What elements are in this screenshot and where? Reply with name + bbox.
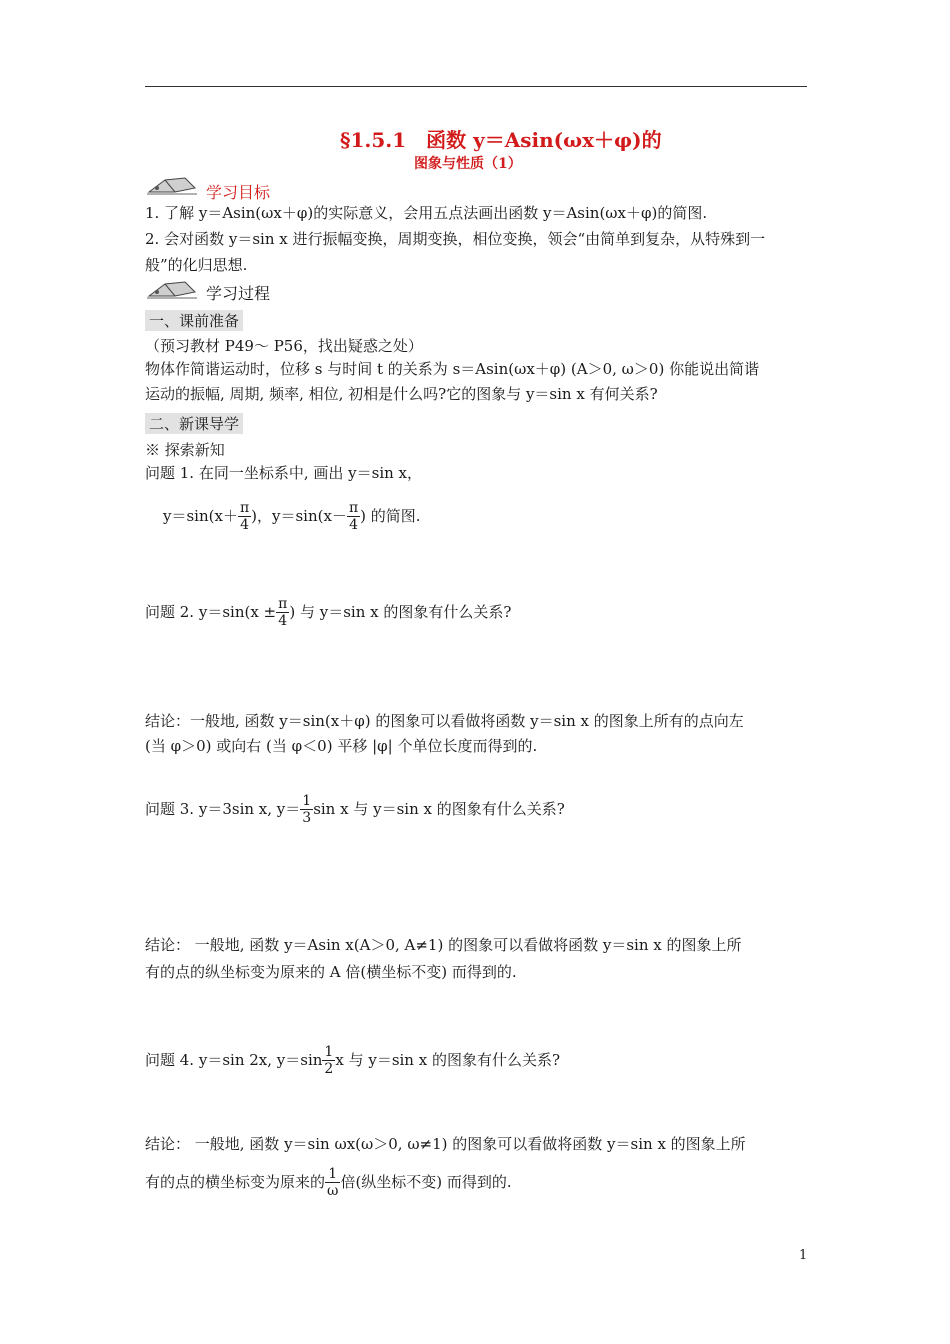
question-3 bbox=[145, 787, 565, 831]
section-heading-lesson: 二、新课导学 bbox=[145, 413, 243, 434]
fraction-one-over-omega bbox=[325, 1166, 340, 1199]
book-icon bbox=[145, 278, 201, 300]
question-2 bbox=[145, 590, 511, 634]
question-1-line-1: 问题 1. 在同一坐标系中, 画出 y＝sin x， bbox=[145, 464, 423, 482]
book-icon bbox=[145, 174, 201, 196]
q1-expr-c: ) 的简图. bbox=[360, 507, 421, 525]
q1-expr-a: y＝sin(x＋ bbox=[163, 507, 238, 525]
conclusion-1-line-1: 结论：一般地, 函数 y＝sin(x＋φ) 的图象可以看做将函数 y＝sin x 的图象上所有的点向左 bbox=[145, 712, 744, 730]
question-4 bbox=[145, 1038, 560, 1082]
fraction-pi-over-4 bbox=[347, 500, 360, 533]
q1-expr-b: )，y＝sin(x－ bbox=[251, 507, 347, 525]
fraction-numerator: 1 bbox=[324, 1043, 334, 1060]
fraction-denominator: 2 bbox=[324, 1060, 334, 1077]
fraction-denominator: 4 bbox=[278, 612, 288, 629]
conclusion-3-line-1: 结论： 一般地, 函数 y＝sin ωx(ω＞0, ω≠1) 的图象可以看做将函数 y＝sin x 的图象上所 bbox=[145, 1135, 746, 1153]
fraction-one-half bbox=[322, 1044, 335, 1077]
top-rule bbox=[145, 86, 807, 87]
c3-text-b: 倍(纵坐标不变) 而得到的. bbox=[340, 1173, 512, 1191]
goal-item-2-cont: 般”的化归思想. bbox=[145, 256, 248, 274]
fraction-pi-over-4 bbox=[276, 596, 289, 629]
page-subtitle: 图象与性质（1） bbox=[414, 156, 522, 172]
process-label: 学习过程 bbox=[206, 284, 271, 303]
goals-label: 学习目标 bbox=[206, 183, 271, 202]
fraction-numerator: 1 bbox=[302, 792, 312, 809]
question-1-line-2 bbox=[163, 494, 421, 538]
q2-expr-b: ) 与 y＝sin x 的图象有什么关系? bbox=[289, 603, 512, 621]
page-number: 1 bbox=[799, 1248, 808, 1263]
fraction-denominator: ω bbox=[327, 1182, 339, 1199]
q4-expr-b: x 与 y＝sin x 的图象有什么关系? bbox=[335, 1051, 561, 1069]
fraction-numerator: 1 bbox=[325, 1166, 340, 1183]
prep-note: （预习教材 P49～ P56，找出疑惑之处） bbox=[145, 337, 423, 355]
fraction-one-third bbox=[300, 793, 313, 826]
q3-expr-b: sin x 与 y＝sin x 的图象有什么关系? bbox=[313, 800, 565, 818]
c3-text-a: 有的点的横坐标变为原来的 bbox=[145, 1173, 326, 1191]
section-heading-prep: 一、课前准备 bbox=[145, 310, 243, 331]
page-title: §1.5.1 函数 y＝Asin(ωx＋φ)的 bbox=[340, 128, 662, 152]
q4-expr-a: 问题 4. y＝sin 2x, y＝sin bbox=[145, 1051, 323, 1069]
fraction-numerator: π bbox=[239, 499, 250, 516]
conclusion-3-line-2 bbox=[145, 1160, 512, 1204]
conclusion-2-line-2: 有的点的纵坐标变为原来的 A 倍(横坐标不变) 而得到的. bbox=[145, 963, 517, 981]
q2-expr-a: 问题 2. y＝sin(x ± bbox=[145, 603, 277, 621]
fraction-numerator: π bbox=[348, 499, 359, 516]
goal-item-1: 1. 了解 y＝Asin(ωx＋φ)的实际意义，会用五点法画出函数 y＝Asin(ωx＋φ)的简图. bbox=[145, 204, 708, 222]
fraction-denominator: 4 bbox=[240, 516, 250, 533]
q3-expr-a: 问题 3. y＝3sin x, y＝ bbox=[145, 800, 301, 818]
goal-item-2: 2. 会对函数 y＝sin x 进行振幅变换，周期变换，相位变换，领会“由简单到复杂，从特殊到一 bbox=[145, 230, 766, 248]
fraction-denominator: 3 bbox=[302, 809, 312, 826]
fraction-numerator: π bbox=[278, 595, 288, 612]
prep-text-2: 运动的振幅, 周期, 频率, 相位, 初相是什么吗?它的图象与 y＝sin x 有何关系? bbox=[145, 385, 658, 403]
conclusion-1-line-2: (当 φ＞0) 或向右 (当 φ＜0) 平移 |φ| 个单位长度而得到的. bbox=[145, 737, 538, 755]
fraction-pi-over-4 bbox=[238, 500, 251, 533]
fraction-denominator: 4 bbox=[349, 516, 359, 533]
prep-text-1: 物体作简谐运动时，位移 s 与时间 t 的关系为 s＝Asin(ωx＋φ) (A＞0, ω＞0) 你能说出简谐 bbox=[145, 360, 760, 378]
conclusion-2-line-1: 结论： 一般地, 函数 y＝Asin x(A＞0, A≠1) 的图象可以看做将函数 y＝sin x 的图象上所 bbox=[145, 936, 742, 954]
explore-label: ※ 探索新知 bbox=[145, 441, 225, 459]
